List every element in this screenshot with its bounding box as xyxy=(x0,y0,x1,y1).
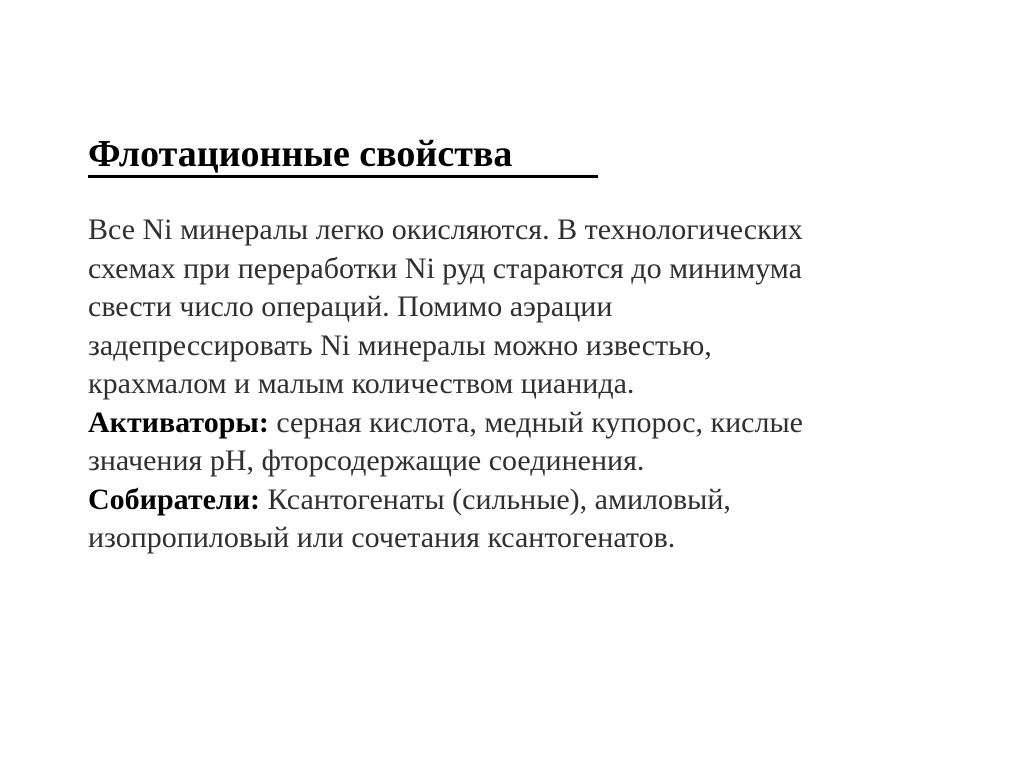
title-underline xyxy=(88,175,598,178)
collectors-label: Собиратели: xyxy=(88,482,261,516)
activators-text-cont: значения рН, фторсодержащие соединения. xyxy=(88,444,645,477)
paragraph-line: Все Ni минералы легко окисляются. В технологических xyxy=(88,213,803,246)
paragraph-line: свести число операций. Помимо аэрации xyxy=(88,290,613,323)
paragraph-line: крахмалом и малым количеством цианида. xyxy=(88,367,635,400)
collectors-text-cont: изопропиловый или сочетания ксантогенатов. xyxy=(88,521,676,554)
collectors-text: Ксантогенаты (сильные), амиловый, xyxy=(260,482,731,516)
activators-label: Активаторы: xyxy=(88,405,269,439)
slide-body xyxy=(88,211,928,558)
activators-text: серная кислота, медный купорос, кислые xyxy=(268,405,803,439)
paragraph-line: задепрессировать Ni минералы можно известью, xyxy=(88,328,712,362)
collectors-line xyxy=(88,481,928,520)
slide-title: Флотационные свойства xyxy=(88,133,513,175)
activators-line xyxy=(88,404,928,443)
paragraph-line: схемах при переработки Ni руд стараются до минимума xyxy=(88,251,802,285)
